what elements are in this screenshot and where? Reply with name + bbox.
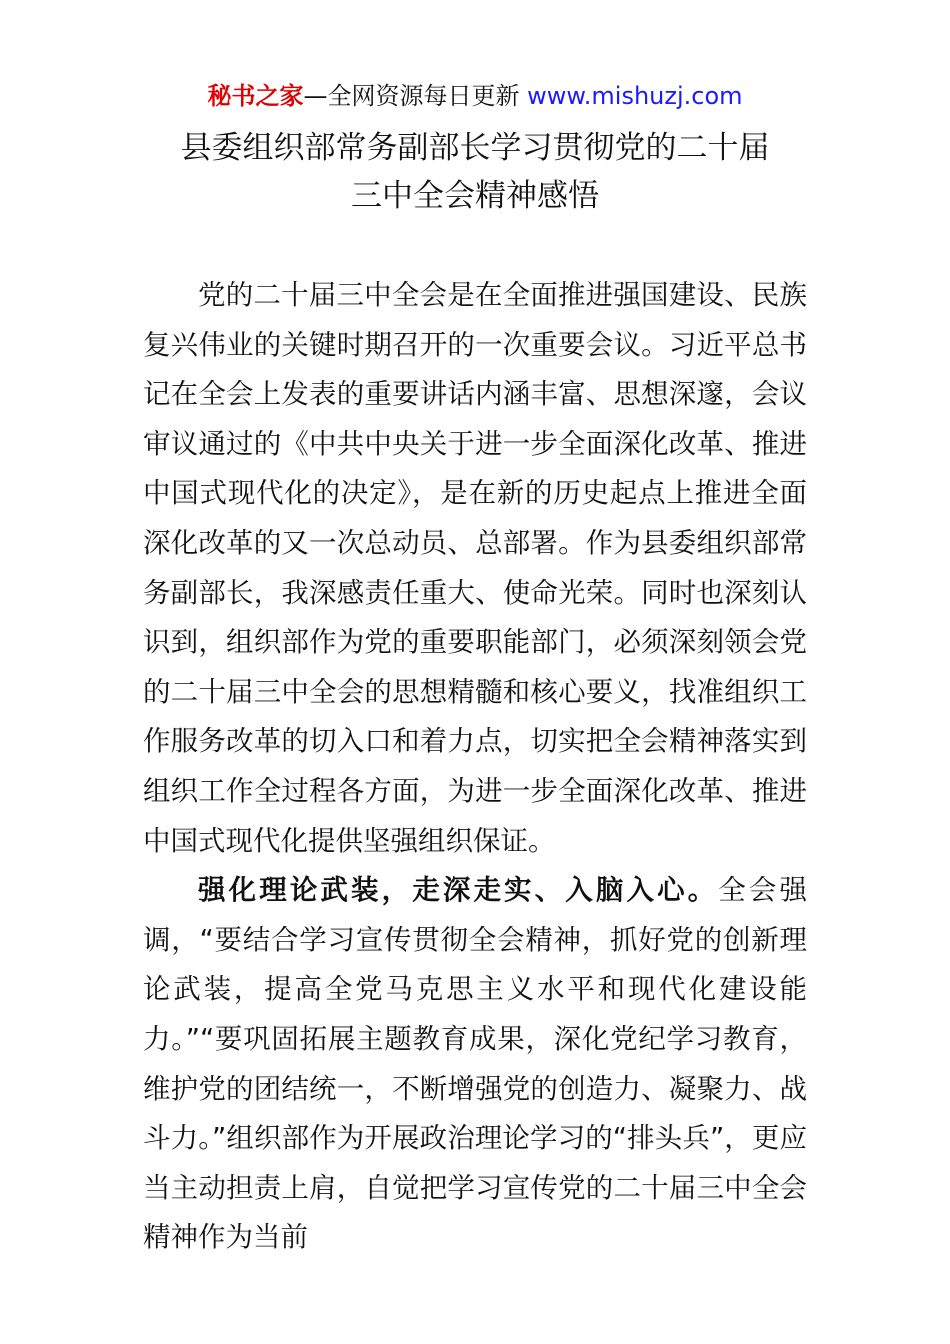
site-url-link[interactable]: www.mishuzj.com [527,82,743,110]
site-tagline: —全网资源每日更新 [303,82,520,110]
document-title [0,124,950,220]
paragraph-theory-lead: 强化理论武装，走深走实、入脑入心。 [198,874,719,907]
document-body [143,271,807,1263]
paragraph-intro [143,271,807,866]
title-line-1: 县委组织部常务副部长学习贯彻党的二十届 [180,130,770,166]
site-brand: 秘书之家 [207,82,304,110]
site-header [0,80,950,112]
paragraph-theory-text: 全会强调，“要结合学习宣传贯彻全会精神，抓好党的创新理论武装，提高全党马克思主义水平和现代化建设能力。”“要巩固拓展主题教育成果，深化党纪学习教育，维护党的团结统一，不断增强党的创造力、凝聚力、战斗力。”组织部作为开展政治理论学习的“排头兵”，更应当主动担责上肩，自觉把学习宣传党的二十届三中全会精神作为当前 [143,874,808,1254]
paragraph-intro-text: 党的二十届三中全会是在全面推进强国建设、民族复兴伟业的关键时期召开的一次重要会议。习近平总书记在全会上发表的重要讲话内涵丰富、思想深邃，会议审议通过的《中共中央关于进一步全面深化改革、推进中国式现代化的决定》，是在新的历史起点上推进全面深化改革的又一次总动员、总部署。作为县委组织部常务副部长，我深感责任重大、使命光荣。同时也深刻认识到，组织部作为党的重要职能部门，必须深刻领会党的二十届三中全会的思想精髓和核心要义，找准组织工作服务改革的切入口和着力点，切实把全会精神落实到组织工作全过程各方面，为进一步全面深化改革、推进中国式现代化提供坚强组织保证。 [143,279,807,857]
title-line-2: 三中全会精神感悟 [351,178,599,214]
paragraph-theory [143,866,807,1263]
